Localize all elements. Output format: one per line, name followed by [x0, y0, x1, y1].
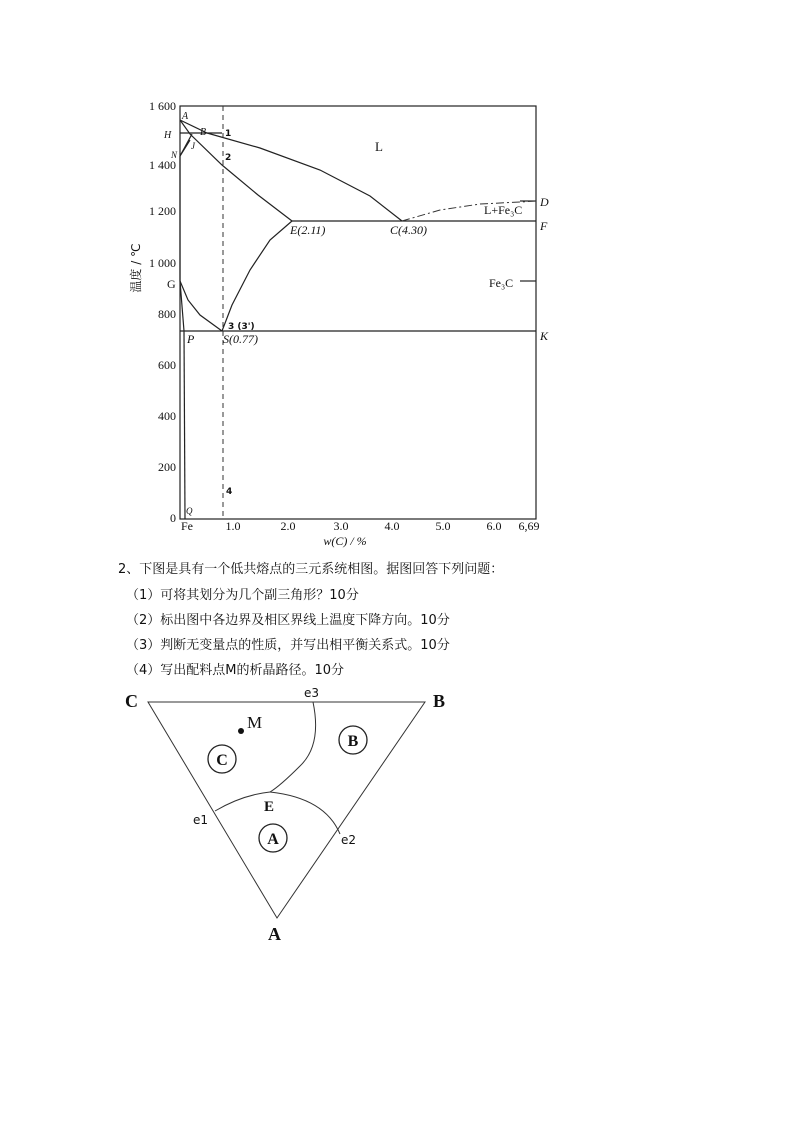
composition-point-m: [238, 728, 244, 734]
point-label-a: A: [182, 111, 189, 122]
point-label-d: D: [540, 195, 549, 209]
y-tick: 1 600: [149, 99, 176, 113]
y-axis-label: 温度 / ℃: [129, 243, 143, 293]
question-item: （1）可将其划分为几个副三角形？10分: [126, 588, 359, 603]
region-label-a: A: [267, 831, 279, 848]
question-item: （2）标出图中各边界及相区界线上温度下降方向。10分: [126, 613, 450, 628]
region-label-b: B: [347, 733, 359, 750]
region-fe3c: Fe₃C: [489, 276, 514, 290]
y-tick: 1 000: [149, 256, 176, 270]
y-tick: 800: [158, 307, 176, 321]
x-tick: 6.0: [486, 519, 502, 533]
region-l-fe3c: L+Fe₃C: [484, 203, 523, 217]
vertex-label-b: B: [433, 691, 446, 711]
point-label-n: N: [171, 150, 178, 160]
x-tick: 2.0: [280, 519, 296, 533]
marker-2: 2: [225, 153, 232, 163]
y-tick: 400: [158, 409, 176, 423]
region-liquid: L: [375, 139, 383, 154]
marker-1: 1: [225, 129, 232, 139]
marker-4: 4: [226, 487, 233, 497]
marker-3: 3 (3'): [228, 322, 255, 332]
y-tick: 600: [158, 358, 176, 372]
boundary-e3-e: [270, 702, 316, 792]
x-tick: 1.0: [225, 519, 241, 533]
boundary-e2-e: [270, 792, 340, 834]
point-label-k: K: [540, 329, 549, 343]
x-tick: 4.0: [384, 519, 400, 533]
question-item: （3）判断无变量点的性质，并写出相平衡关系式。10分: [126, 638, 450, 653]
point-label-e: E(2.11): [290, 223, 326, 237]
vertex-label-a: A: [268, 924, 281, 944]
point-label-c: C(4.30): [390, 223, 427, 237]
y-tick: 200: [158, 460, 176, 474]
x-tick: 5.0: [435, 519, 451, 533]
point-label-m: M: [247, 713, 263, 732]
question-title: 2、下图是具有一个低共熔点的三元系统相图。据图回答下列问题：: [118, 562, 504, 577]
vertex-label-c: C: [125, 691, 138, 711]
eutectic-label-e1: e1: [193, 813, 209, 827]
point-label-b: B: [200, 127, 207, 138]
y-tick: 1 400: [149, 158, 176, 172]
point-label-f: F: [540, 219, 548, 233]
y-tick: 1 200: [149, 204, 176, 218]
question-item: （4）写出配料点M的析晶路径。10分: [126, 663, 345, 678]
invariant-label-e: E: [264, 799, 275, 815]
y-tick: 0: [170, 511, 176, 525]
point-label-s: S(0.77): [223, 332, 258, 346]
x-axis-label: w(C) / %: [323, 534, 367, 548]
eutectic-label-e3: e3: [304, 686, 320, 700]
region-label-c: C: [216, 752, 228, 769]
boundary-e1-e: [215, 792, 270, 811]
x-tick: Fe: [181, 519, 193, 533]
eutectic-label-e2: e2: [341, 833, 357, 847]
x-tick: 3.0: [333, 519, 349, 533]
point-label-j: J: [191, 141, 195, 151]
ternary-triangle: [148, 702, 425, 918]
point-label-g: G: [167, 277, 176, 291]
x-tick: 6,69: [518, 519, 540, 533]
point-label-p: P: [187, 332, 195, 346]
point-label-h: H: [164, 130, 172, 141]
point-label-q: Q: [186, 506, 193, 516]
